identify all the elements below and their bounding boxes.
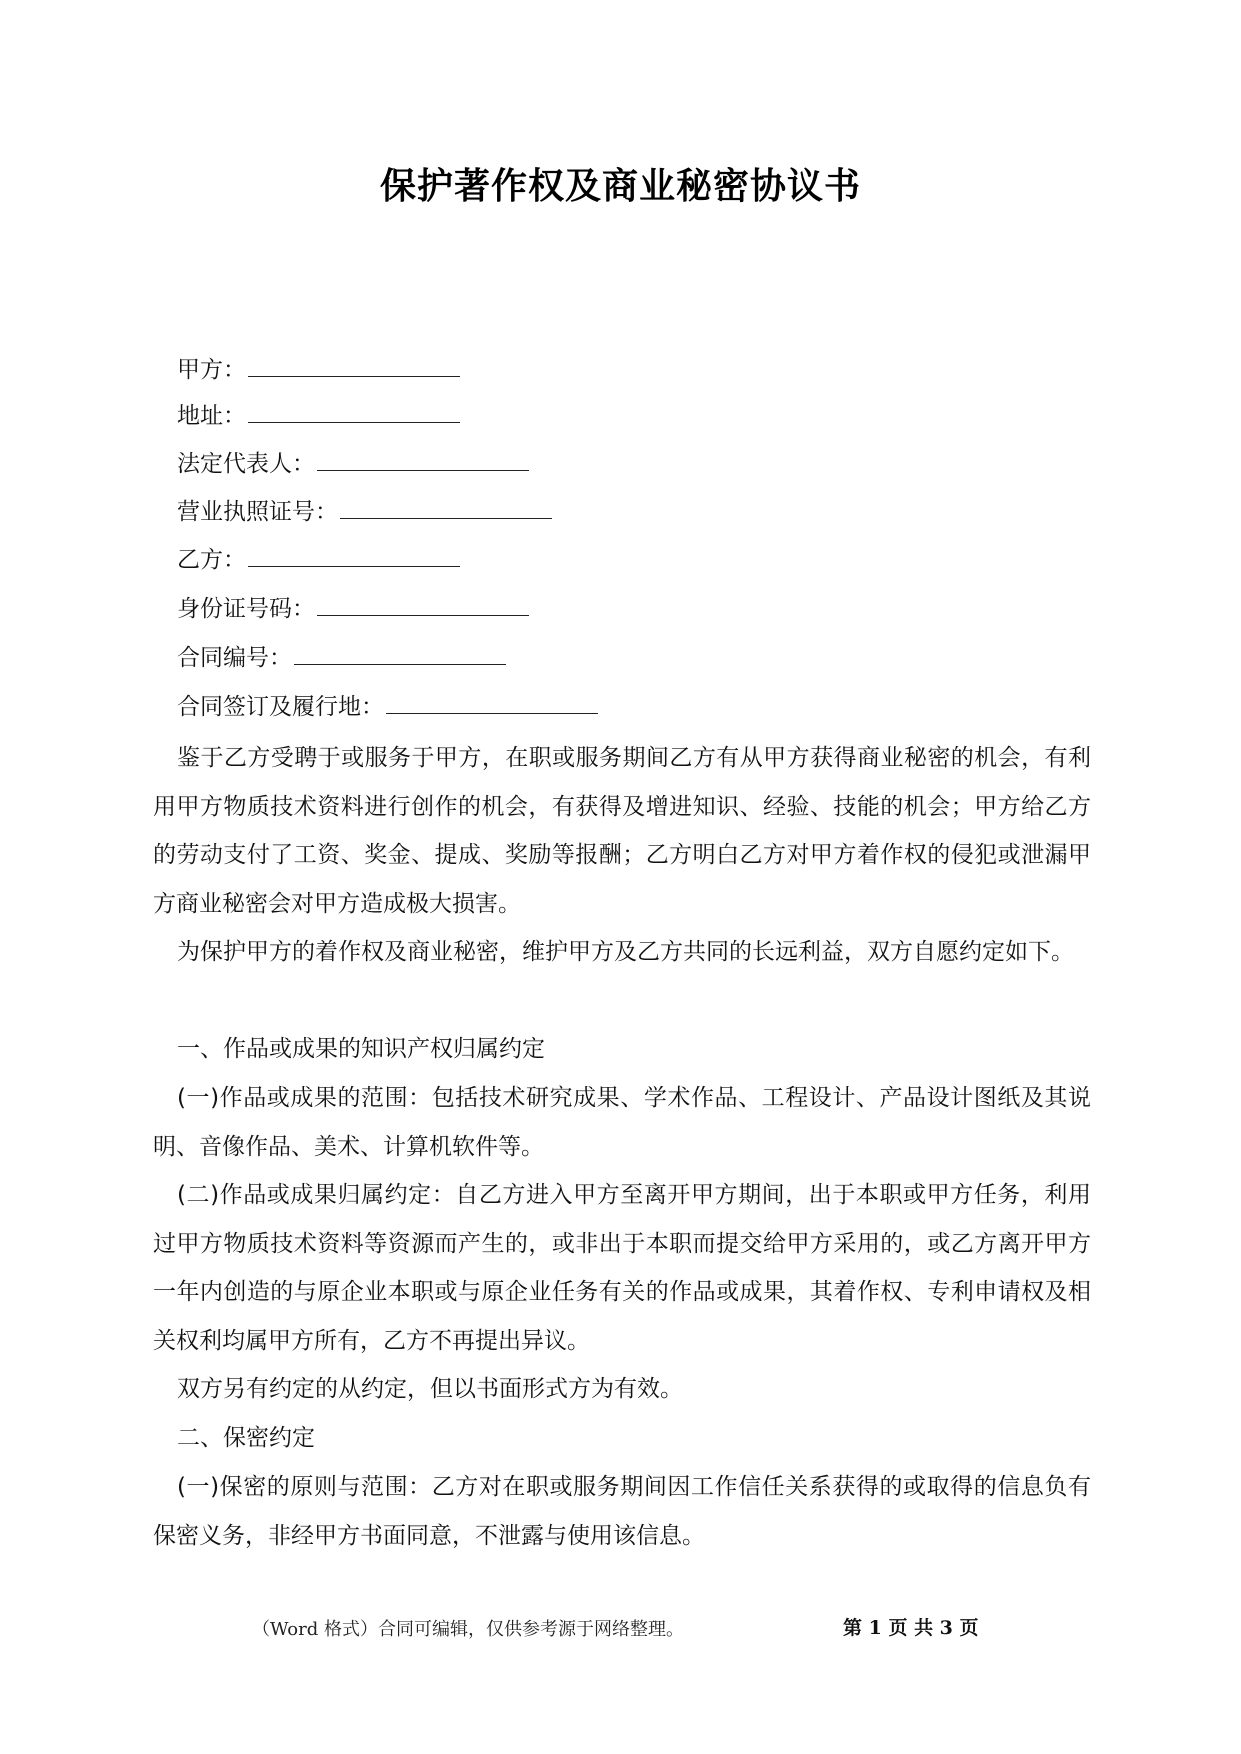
fill-in-blank[interactable] (340, 500, 552, 519)
field-business-license-no (177, 497, 552, 527)
field-label: 合同签订及履行地： (177, 694, 384, 720)
fill-in-blank[interactable] (294, 646, 506, 665)
document-title: 保护著作权及商业秘密协议书 (379, 166, 861, 207)
field-label: 甲方： (177, 357, 246, 383)
field-address (177, 401, 460, 431)
paragraph-ownership-agreement: (二)作品或成果归属约定：自乙方进入甲方至离开甲方期间，出于本职或甲方任务，利用过甲方物质技术资料等资源而产生的，或非出于本职而提交给甲方采用的，或乙方离开甲方一年内创造的与原企业本职或与原企业任务有关的作品或成果，其着作权、专利申请权及相关权利均属甲方所有，乙方不再提出异议。 (153, 1182, 1091, 1354)
field-legal-representative (177, 449, 529, 479)
field-id-number (177, 594, 529, 624)
paragraph-scope-of-works: (一)作品或成果的范围：包括技术研究成果、学术作品、工程设计、产品设计图纸及其说明、音像作品、美术、计算机软件等。 (153, 1085, 1091, 1160)
field-label: 法定代表人： (177, 451, 315, 477)
fill-in-blank[interactable] (317, 452, 529, 471)
fill-in-blank[interactable] (386, 695, 598, 714)
footer-note: （Word 格式）合同可编辑，仅供参考源于网络整理。 (252, 1619, 684, 1640)
paragraph-purpose: 为保护甲方的着作权及商业秘密，维护甲方及乙方共同的长远利益，双方自愿约定如下。 (177, 939, 1074, 965)
fill-in-blank[interactable] (317, 597, 529, 616)
field-label: 地址： (177, 403, 246, 429)
field-contract-number (177, 643, 506, 673)
field-party-a (177, 355, 460, 385)
field-label: 身份证号码： (177, 596, 315, 622)
section-heading-confidentiality: 二、保密约定 (177, 1425, 315, 1451)
paragraph-confidentiality-scope: (一)保密的原则与范围：乙方对在职或服务期间因工作信任关系获得的或取得的信息负有保密义务，非经甲方书面同意，不泄露与使用该信息。 (153, 1474, 1091, 1549)
section-heading-ip-ownership: 一、作品或成果的知识产权归属约定 (177, 1036, 545, 1062)
field-party-b (177, 545, 460, 575)
paragraph-other-agreement: 双方另有约定的从约定，但以书面形式方为有效。 (177, 1376, 683, 1402)
fill-in-blank[interactable] (248, 358, 460, 377)
field-label: 合同编号： (177, 645, 292, 671)
fill-in-blank[interactable] (248, 548, 460, 567)
paragraph-preamble: 鉴于乙方受聘于或服务于甲方，在职或服务期间乙方有从甲方获得商业秘密的机会，有利用甲方物质技术资料进行创作的机会，有获得及增进知识、经验、技能的机会；甲方给乙方的劳动支付了工资、奖金、提成、奖励等报酬；乙方明白乙方对甲方着作权的侵犯或泄漏甲方商业秘密会对甲方造成极大损害。 (153, 745, 1091, 917)
fill-in-blank[interactable] (248, 404, 460, 423)
field-label: 乙方： (177, 547, 246, 573)
field-label: 营业执照证号： (177, 499, 338, 525)
field-signing-place (177, 692, 598, 722)
page-number: 第 1 页 共 3 页 (843, 1617, 979, 1639)
